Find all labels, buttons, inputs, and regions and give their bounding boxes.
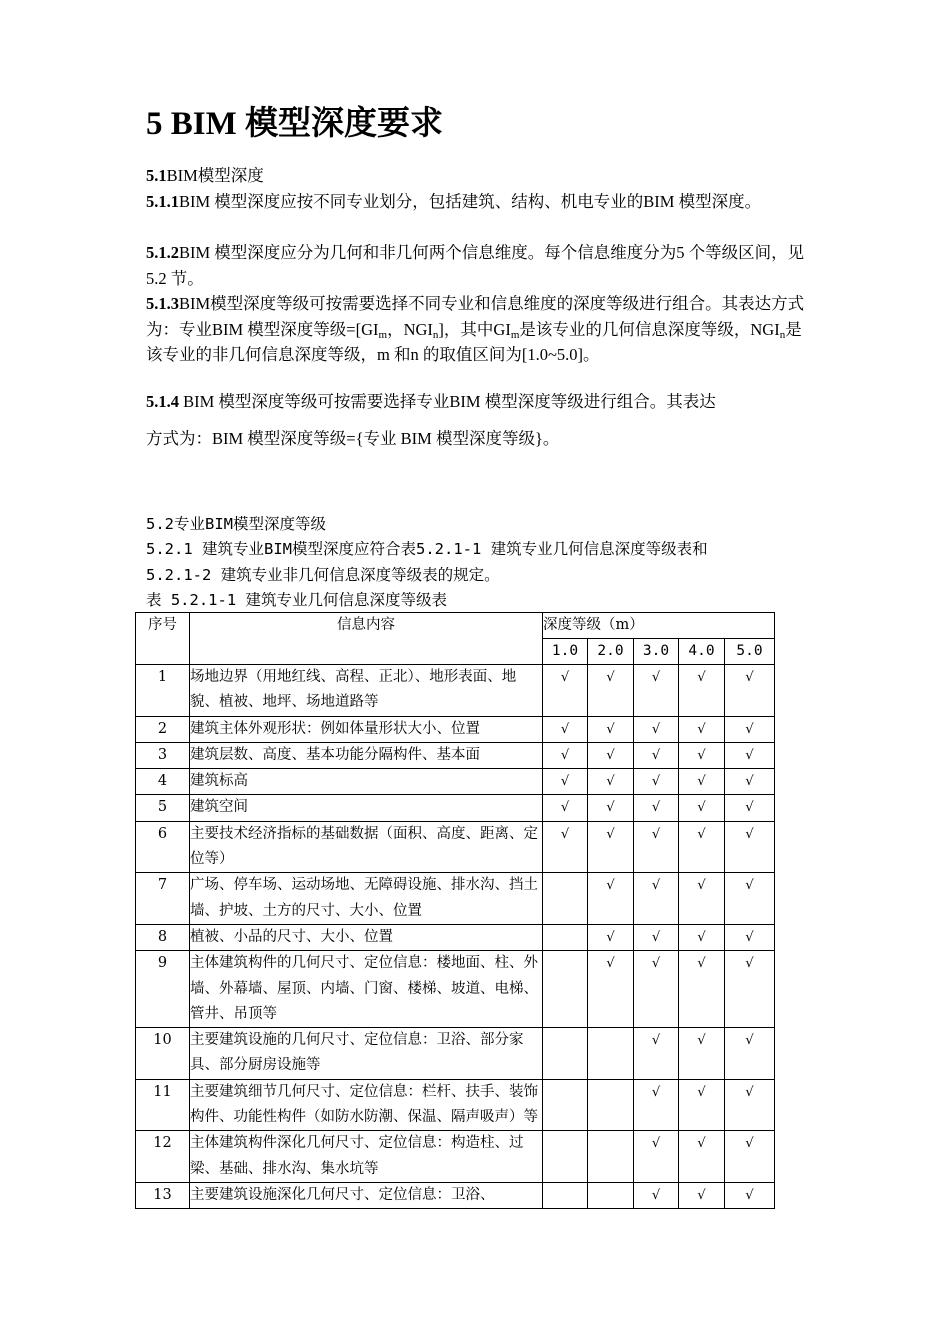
level-check-cell	[725, 924, 775, 950]
clause-text: BIM 模型深度应分为几何和非几何两个信息维度。每个信息维度分为5 个等级区间，见5.2 节。	[146, 243, 805, 288]
check-mark-icon: √	[697, 747, 706, 763]
level-check-cell	[725, 951, 775, 1028]
check-mark-icon: √	[697, 826, 706, 842]
check-mark-icon: √	[606, 929, 615, 945]
row-content: 建筑空间	[190, 795, 543, 821]
level-check-cell	[588, 769, 634, 795]
row-content: 主要技术经济指标的基础数据（面积、高度、距离、定位等）	[190, 821, 543, 873]
clause-number: 5.1	[146, 166, 167, 185]
check-mark-icon: √	[697, 721, 706, 737]
subscript-m: m	[510, 328, 520, 341]
chapter-title: 5 BIM 模型深度要求	[146, 106, 443, 142]
level-header: 4.0	[679, 639, 725, 665]
clause-text: BIM模型深度等级可按需要选择不同专业和信息维度的深度等级进行组合。其表达方式为：专业BIM 模型深度等级=[GI	[146, 294, 805, 339]
table-row	[136, 665, 775, 717]
table-body	[136, 613, 775, 1209]
check-mark-icon: √	[606, 670, 615, 685]
table-row	[136, 821, 775, 873]
check-mark-icon: √	[745, 826, 754, 842]
check-mark-icon: √	[606, 956, 615, 972]
clause-5-1-2	[146, 240, 808, 291]
check-mark-icon: √	[745, 929, 754, 945]
level-check-cell	[543, 1131, 588, 1183]
table-row	[136, 873, 775, 925]
clause-5-2-1-line2: 5.2.1-2 建筑专业非几何信息深度等级表的规定。	[146, 566, 500, 584]
row-number: 12	[136, 1131, 190, 1183]
check-mark-icon: √	[745, 721, 754, 737]
clause-text: ，NGI	[387, 319, 433, 339]
row-number: 3	[136, 742, 190, 768]
row-content: 主体建筑构件的几何尺寸、定位信息：楼地面、柱、外墙、外幕墙、屋顶、内墙、门窗、楼梯、坡道、电梯、管井、吊顶等	[190, 951, 543, 1028]
row-content: 植被、小品的尺寸、大小、位置	[190, 924, 543, 950]
level-check-cell	[679, 769, 725, 795]
check-mark-icon: √	[651, 800, 661, 816]
level-check-cell	[679, 1079, 725, 1131]
clause-5-1-3	[146, 291, 808, 368]
check-mark-icon: √	[560, 800, 570, 816]
level-check-cell	[679, 821, 725, 873]
level-check-cell	[679, 924, 725, 950]
level-check-cell	[725, 795, 775, 821]
check-mark-icon: √	[697, 800, 706, 816]
level-check-cell	[543, 873, 588, 925]
check-mark-icon: √	[651, 1033, 661, 1049]
level-check-cell	[588, 1079, 634, 1131]
level-check-cell	[634, 951, 679, 1028]
level-check-cell	[543, 665, 588, 717]
table-row	[136, 924, 775, 950]
level-check-cell	[588, 924, 634, 950]
level-check-cell	[679, 1028, 725, 1080]
table-row	[136, 1182, 775, 1208]
level-check-cell	[588, 821, 634, 873]
level-check-cell	[588, 1131, 634, 1183]
check-mark-icon: √	[651, 878, 661, 894]
level-check-cell	[634, 821, 679, 873]
level-check-cell	[634, 1131, 679, 1183]
level-check-cell	[679, 951, 725, 1028]
row-content: 建筑主体外观形状：例如体量形状大小、位置	[190, 716, 543, 742]
row-number: 10	[136, 1028, 190, 1080]
check-mark-icon: √	[651, 1084, 661, 1100]
level-check-cell	[634, 873, 679, 925]
row-number: 7	[136, 873, 190, 925]
clause-number: 5.1.4	[146, 392, 179, 411]
subscript-m: m	[378, 328, 388, 341]
level-check-cell	[588, 873, 634, 925]
check-mark-icon: √	[697, 1187, 706, 1203]
check-mark-icon: √	[697, 774, 706, 790]
level-check-cell	[679, 795, 725, 821]
check-mark-icon: √	[606, 878, 615, 894]
table-row	[136, 742, 775, 768]
level-header: 5.0	[725, 639, 775, 665]
table-header-row	[136, 613, 775, 639]
clause-5-2-1-line1: 5.2.1 建筑专业BIM模型深度应符合表5.2.1-1 建筑专业几何信息深度等级表和	[146, 540, 708, 558]
check-mark-icon: √	[560, 774, 570, 790]
level-check-cell	[725, 716, 775, 742]
level-check-cell	[543, 1182, 588, 1208]
level-check-cell	[725, 769, 775, 795]
row-number: 2	[136, 716, 190, 742]
level-check-cell	[725, 873, 775, 925]
check-mark-icon: √	[651, 747, 661, 763]
check-mark-icon: √	[651, 774, 661, 790]
subscript-n: n	[432, 328, 439, 341]
row-number: 1	[136, 665, 190, 717]
check-mark-icon: √	[651, 721, 661, 737]
clause-text: BIM 模型深度应按不同专业划分，包括建筑、结构、机电专业的BIM 模型深度。	[179, 192, 762, 211]
row-number: 6	[136, 821, 190, 873]
clause-number: 5.1.1	[146, 192, 179, 211]
row-number: 11	[136, 1079, 190, 1131]
row-content: 广场、停车场、运动场地、无障碍设施、排水沟、挡土墙、护坡、土方的尺寸、大小、位置	[190, 873, 543, 925]
level-check-cell	[725, 821, 775, 873]
level-check-cell	[543, 769, 588, 795]
level-check-cell	[725, 1079, 775, 1131]
check-mark-icon: √	[697, 956, 706, 972]
check-mark-icon: √	[745, 1033, 754, 1049]
check-mark-icon: √	[560, 670, 570, 685]
row-number: 9	[136, 951, 190, 1028]
check-mark-icon: √	[606, 774, 615, 790]
level-check-cell	[634, 742, 679, 768]
row-content: 建筑层数、高度、基本功能分隔构件、基本面	[190, 742, 543, 768]
clause-text: 是该专业的非几何信息深度等级，m 和n 的取值区间为[1.0~5.0]。	[146, 319, 802, 364]
clause-text: 是该专业的几何信息深度等级，NGI	[519, 319, 780, 339]
check-mark-icon: √	[697, 1033, 706, 1049]
row-number: 4	[136, 769, 190, 795]
check-mark-icon: √	[560, 826, 570, 842]
level-check-cell	[543, 795, 588, 821]
check-mark-icon: √	[697, 1136, 706, 1152]
table-row	[136, 1131, 775, 1183]
level-check-cell	[634, 665, 679, 717]
level-check-cell	[634, 924, 679, 950]
check-mark-icon: √	[651, 929, 661, 945]
table-row	[136, 951, 775, 1028]
row-content: 主要建筑设施深化几何尺寸、定位信息：卫浴、	[190, 1182, 543, 1208]
check-mark-icon: √	[651, 1136, 661, 1152]
clause-5-1-4	[146, 389, 808, 415]
subscript-n: n	[779, 328, 786, 341]
level-check-cell	[588, 795, 634, 821]
check-mark-icon: √	[745, 1084, 754, 1100]
level-check-cell	[725, 1182, 775, 1208]
check-mark-icon: √	[745, 670, 754, 685]
table-caption: 表 5.2.1-1 建筑专业几何信息深度等级表	[146, 591, 447, 609]
level-check-cell	[634, 769, 679, 795]
level-check-cell	[725, 742, 775, 768]
check-mark-icon: √	[745, 1136, 754, 1152]
table-row	[136, 1028, 775, 1080]
clause-5-1-1	[146, 189, 808, 215]
check-mark-icon: √	[697, 670, 706, 685]
section-5-2-heading: 5.2专业BIM模型深度等级	[146, 515, 326, 533]
clause-text: BIM 模型深度等级可按需要选择专业BIM 模型深度等级进行组合。其表达	[179, 392, 716, 411]
row-number: 8	[136, 924, 190, 950]
table-row	[136, 716, 775, 742]
check-mark-icon: √	[697, 1084, 706, 1100]
check-mark-icon: √	[606, 800, 615, 816]
clause-number: 5.1.2	[146, 243, 179, 262]
level-check-cell	[679, 1182, 725, 1208]
check-mark-icon: √	[606, 747, 615, 763]
level-check-cell	[543, 1079, 588, 1131]
level-check-cell	[725, 1131, 775, 1183]
level-check-cell	[543, 924, 588, 950]
level-check-cell	[634, 1182, 679, 1208]
check-mark-icon: √	[697, 929, 706, 945]
level-check-cell	[679, 742, 725, 768]
level-check-cell	[588, 716, 634, 742]
check-mark-icon: √	[606, 721, 615, 737]
level-check-cell	[588, 742, 634, 768]
check-mark-icon: √	[745, 774, 754, 790]
level-header: 2.0	[588, 639, 634, 665]
check-mark-icon: √	[651, 826, 661, 842]
depth-level-table	[135, 612, 775, 1209]
check-mark-icon: √	[651, 956, 661, 972]
level-check-cell	[634, 1079, 679, 1131]
level-check-cell	[679, 716, 725, 742]
header-content: 信息内容	[190, 613, 543, 665]
clause-text: BIM模型深度	[166, 166, 264, 185]
level-header: 1.0	[543, 639, 588, 665]
table-row	[136, 795, 775, 821]
level-check-cell	[725, 1028, 775, 1080]
check-mark-icon: √	[745, 956, 754, 972]
clause-text: ]，其中GI	[438, 319, 511, 339]
check-mark-icon: √	[651, 1187, 661, 1203]
header-no: 序号	[136, 613, 190, 665]
level-check-cell	[543, 1028, 588, 1080]
row-number: 13	[136, 1182, 190, 1208]
level-check-cell	[588, 1028, 634, 1080]
check-mark-icon: √	[606, 826, 615, 842]
level-header: 3.0	[634, 639, 679, 665]
level-check-cell	[679, 665, 725, 717]
level-check-cell	[543, 951, 588, 1028]
table-row	[136, 769, 775, 795]
level-check-cell	[588, 951, 634, 1028]
header-depth: 深度等级（m）	[543, 613, 775, 639]
clause-5-1-4-continued: 方式为：BIM 模型深度等级={专业 BIM 模型深度等级}。	[146, 429, 560, 448]
clause-5-1	[146, 163, 808, 189]
level-check-cell	[588, 1182, 634, 1208]
level-check-cell	[634, 716, 679, 742]
level-check-cell	[725, 665, 775, 717]
check-mark-icon: √	[651, 670, 661, 685]
check-mark-icon: √	[697, 878, 706, 894]
table-row	[136, 1079, 775, 1131]
check-mark-icon: √	[560, 747, 570, 763]
clause-number: 5.1.3	[146, 294, 179, 313]
row-content: 建筑标高	[190, 769, 543, 795]
check-mark-icon: √	[745, 747, 754, 763]
level-check-cell	[679, 1131, 725, 1183]
level-check-cell	[543, 716, 588, 742]
level-check-cell	[679, 873, 725, 925]
level-check-cell	[588, 665, 634, 717]
row-content: 主要建筑设施的几何尺寸、定位信息：卫浴、部分家具、部分厨房设施等	[190, 1028, 543, 1080]
level-check-cell	[634, 1028, 679, 1080]
level-check-cell	[543, 821, 588, 873]
check-mark-icon: √	[745, 878, 754, 894]
level-check-cell	[634, 795, 679, 821]
check-mark-icon: √	[560, 721, 570, 737]
level-check-cell	[543, 742, 588, 768]
check-mark-icon: √	[745, 800, 754, 816]
row-content: 主要建筑细节几何尺寸、定位信息：栏杆、扶手、装饰构件、功能性构件（如防水防潮、保温、隔声吸声）等	[190, 1079, 543, 1131]
row-number: 5	[136, 795, 190, 821]
row-content: 场地边界（用地红线、高程、正北）、地形表面、地貌、植被、地坪、场地道路等	[190, 665, 543, 717]
row-content: 主体建筑构件深化几何尺寸、定位信息：构造柱、过梁、基础、排水沟、集水坑等	[190, 1131, 543, 1183]
check-mark-icon: √	[745, 1187, 754, 1203]
